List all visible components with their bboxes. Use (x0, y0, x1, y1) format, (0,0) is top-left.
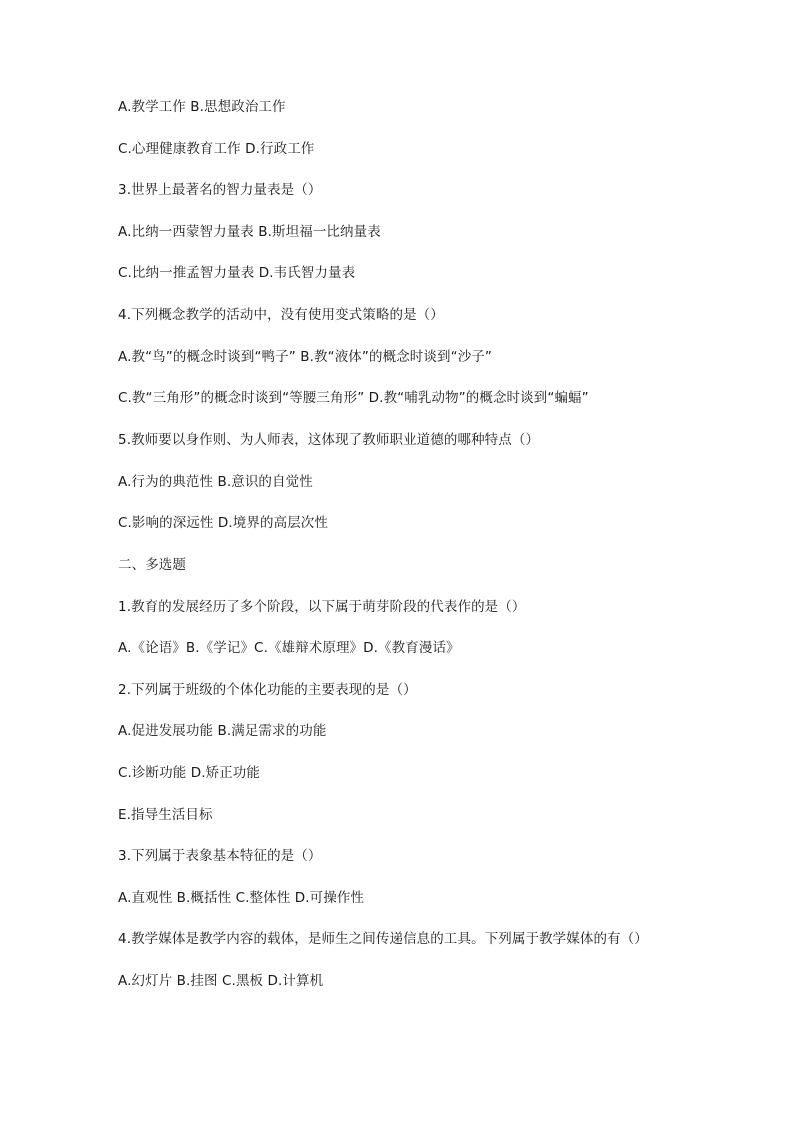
option-line: C.诊断功能 D.矫正功能 (118, 765, 260, 781)
option-line: A.教学工作 B.思想政治工作 (118, 99, 286, 115)
option-line: A.幻灯片 B.挂图 C.黑板 D.计算机 (118, 973, 324, 989)
question-line: 5.教师要以身作则、为人师表，这体现了教师职业道德的哪种特点（） (118, 432, 540, 448)
question-line: 4.教学媒体是教学内容的载体，是师生之间传递信息的工具。下列属于教学媒体的有（） (118, 931, 648, 947)
option-line: C.影响的深远性 D.境界的高层次性 (118, 515, 328, 531)
question-line: 3.下列属于表象基本特征的是（） (118, 848, 322, 864)
question-line: 4.下列概念教学的活动中，没有使用变式策略的是（） (118, 307, 444, 323)
option-line: A.直观性 B.概括性 C.整体性 D.可操作性 (118, 890, 365, 906)
question-line: 2.下列属于班级的个体化功能的主要表现的是（） (118, 682, 417, 698)
option-line: C.心理健康教育工作 D.行政工作 (118, 141, 315, 157)
option-line: C.比纳一推孟智力量表 D.韦氏智力量表 (118, 265, 356, 281)
option-line: E.指导生活目标 (118, 807, 213, 823)
option-line: A.促进发展功能 B.满足需求的功能 (118, 723, 327, 739)
section-heading: 二、多选题 (118, 557, 186, 573)
option-line: A.《论语》B.《学记》C.《雄辩术原理》D.《教育漫话》 (118, 640, 460, 656)
option-line: A.比纳一西蒙智力量表 B.斯坦福一比纳量表 (118, 224, 381, 240)
option-line: A.行为的典范性 B.意识的自觉性 (118, 474, 313, 490)
option-line: A.教“鸟”的概念时谈到“鸭子” B.教“液体”的概念时谈到“沙子” (118, 349, 492, 365)
question-line: 3.世界上最著名的智力量表是（） (118, 182, 322, 198)
question-line: 1.教育的发展经历了多个阶段，以下属于萌芽阶段的代表作的是（） (118, 599, 526, 615)
option-line: C.教“三角形”的概念时谈到“等腰三角形” D.教“哺乳动物”的概念时谈到“蝙蝠” (118, 390, 589, 406)
